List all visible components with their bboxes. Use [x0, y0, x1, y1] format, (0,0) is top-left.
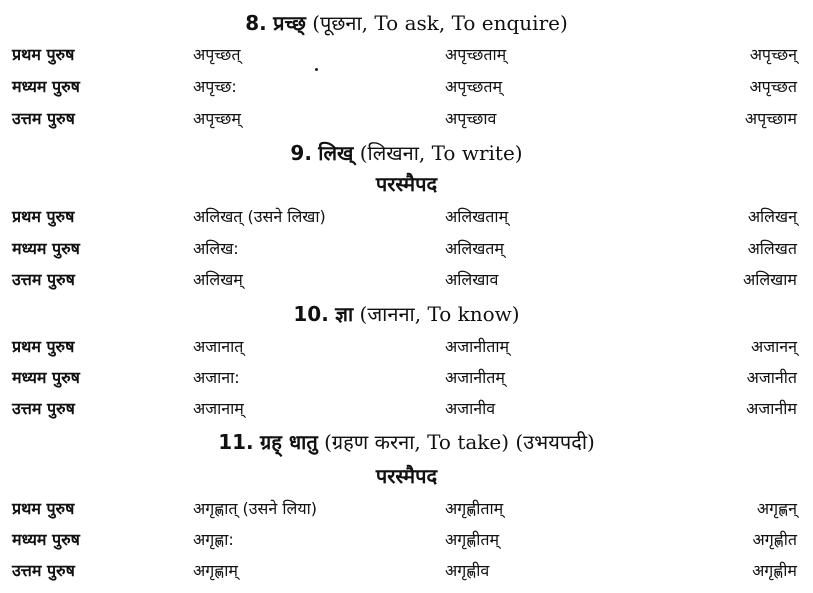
- dual-form: अपृच्छतम्: [445, 77, 503, 96]
- plural-form: अलिखन्: [747, 207, 797, 226]
- section-10-number: 10.: [293, 302, 329, 326]
- section-8-root: प्रच्छ्: [273, 11, 306, 35]
- plural-form: अपृच्छाम: [744, 109, 797, 128]
- dual-form: अगृह्णीव: [445, 561, 490, 580]
- singular-form: अपृच्छम्: [193, 109, 241, 128]
- singular-form: अगृह्णात् (उसने लिया): [193, 499, 318, 518]
- section-9-number: 9.: [290, 141, 312, 165]
- table-row: [0, 397, 813, 421]
- section-11-number: 11.: [218, 430, 254, 454]
- plural-form: अपृच्छन्: [749, 45, 797, 64]
- table-row: [0, 268, 813, 292]
- ink-speck: [315, 68, 318, 71]
- person-label: मध्यम पुरुष: [12, 77, 80, 96]
- singular-form: अलिख:: [193, 239, 239, 258]
- singular-form: अजानाम्: [193, 399, 244, 418]
- dual-form: अगृह्णीताम्: [445, 499, 504, 518]
- table-row: [0, 366, 813, 390]
- plural-form: अलिखाम: [742, 270, 797, 289]
- singular-form: अलिखम्: [193, 270, 243, 289]
- person-label: प्रथम पुरुष: [12, 45, 75, 64]
- table-row: [0, 107, 813, 131]
- dual-form: अजानीतम्: [445, 368, 505, 387]
- person-label: मध्यम पुरुष: [12, 239, 80, 258]
- plural-form: अजानीत: [746, 368, 797, 387]
- person-label: उत्तम पुरुष: [12, 109, 75, 128]
- dual-form: अजानीताम्: [445, 337, 510, 356]
- dual-form: अगृह्णीतम्: [445, 530, 500, 549]
- person-label: उत्तम पुरुष: [12, 399, 75, 418]
- person-label: मध्यम पुरुष: [12, 368, 80, 387]
- table-row: [0, 75, 813, 99]
- dual-form: अलिखतम्: [445, 239, 504, 258]
- plural-form: अलिखत: [747, 239, 797, 258]
- singular-form: अजानात्: [193, 337, 244, 356]
- table-row: [0, 335, 813, 359]
- table-row: [0, 559, 813, 583]
- plural-form: अगृह्णीम: [752, 561, 797, 580]
- dual-form: अलिखाव: [445, 270, 499, 289]
- section-11-gloss: (ग्रहण करना, To take) (उभयपदी): [324, 430, 595, 454]
- plural-form: अजानीम: [746, 399, 797, 418]
- singular-form: अजाना:: [193, 368, 240, 387]
- table-row: [0, 205, 813, 229]
- person-label: उत्तम पुरुष: [12, 270, 75, 289]
- table-row: [0, 528, 813, 552]
- person-label: प्रथम पुरुष: [12, 207, 75, 226]
- table-row: [0, 237, 813, 261]
- singular-form: अपृच्छ:: [193, 77, 237, 96]
- section-11-heading: [0, 429, 813, 455]
- table-row: [0, 497, 813, 521]
- section-9-heading: [0, 140, 813, 166]
- dual-form: अलिखताम्: [445, 207, 509, 226]
- singular-form: अगृह्णा:: [193, 530, 234, 549]
- section-8-gloss: (पूछना, To ask, To enquire): [312, 11, 568, 35]
- plural-form: अगृह्णन्: [756, 499, 797, 518]
- singular-form: अलिखत् (उसने लिखा): [193, 207, 326, 226]
- table-row: [0, 43, 813, 67]
- person-label: प्रथम पुरुष: [12, 337, 75, 356]
- plural-form: अगृह्णीत: [752, 530, 797, 549]
- section-9-voice: परस्मैपद: [375, 172, 438, 196]
- section-8-number: 8.: [245, 11, 267, 35]
- section-8-heading: [0, 10, 813, 36]
- section-11-voice: परस्मैपद: [375, 464, 438, 488]
- dual-form: अपृच्छाव: [445, 109, 497, 128]
- plural-form: अजानन्: [750, 337, 797, 356]
- plural-form: अपृच्छत: [749, 77, 797, 96]
- person-label: प्रथम पुरुष: [12, 499, 75, 518]
- section-10-heading: [0, 301, 813, 327]
- dual-form: अजानीव: [445, 399, 496, 418]
- section-11-root: ग्रह् धातु: [259, 430, 318, 454]
- dual-form: अपृच्छताम्: [445, 45, 507, 64]
- singular-form: अगृह्णाम्: [193, 561, 238, 580]
- section-9-root: लिख्: [318, 141, 354, 165]
- section-10-gloss: (जानना, To know): [359, 302, 520, 326]
- section-10-root: ज्ञा: [335, 302, 354, 326]
- person-label: उत्तम पुरुष: [12, 561, 75, 580]
- singular-form: अपृच्छत्: [193, 45, 241, 64]
- section-9-gloss: (लिखना, To write): [359, 141, 523, 165]
- person-label: मध्यम पुरुष: [12, 530, 80, 549]
